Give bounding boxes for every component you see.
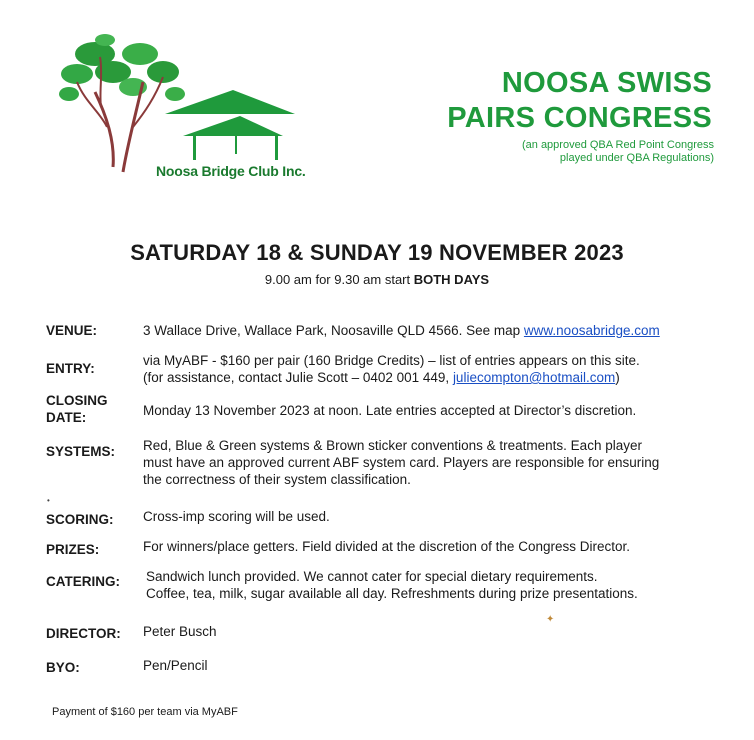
entry-line-2 [143,369,733,386]
tree-illustration [59,34,185,172]
congress-title [447,66,712,136]
entry-label: ENTRY: [46,361,95,376]
byo-value: Pen/Pencil [143,658,208,673]
subtitle-line-2: played under QBA Regulations) [559,152,714,164]
stray-mark: • [47,496,50,505]
venue-label: VENUE: [46,323,98,338]
event-times [0,272,754,287]
congress-subtitle [522,139,714,165]
stray-mark-2: ✦ [546,614,555,625]
systems-line-1: Red, Blue & Green systems & Brown sticker conventions & treatments. Each player [143,438,642,453]
catering-value [146,568,736,602]
catering-line-2: Coffee, tea, milk, sugar available all day. Refreshments during prize presentations. [146,586,638,601]
systems-line-2: must have an approved current ABF system card. Players are responsible for ensuring [143,455,660,470]
catering-line-1: Sandwich lunch provided. We cannot cater for special dietary requirements. [146,569,598,584]
byo-label: BYO: [46,660,80,675]
director-value: Peter Busch [143,624,217,639]
club-name: Noosa Bridge Club Inc. [156,163,306,179]
closing-value: Monday 13 November 2023 at noon. Late entries accepted at Director’s discretion. [143,403,637,418]
entry-value [143,352,733,386]
entry-line-1: via MyABF - $160 per pair (160 Bridge Credits) – list of entries appears on this site. [143,353,640,368]
times-emphasis: BOTH DAYS [413,272,490,287]
closing-label [46,392,141,426]
closing-label-line-1: CLOSING [46,393,108,408]
title-line-1: NOOSA SWISS [501,67,712,99]
payment-note: Payment of $160 per team via MyABF [52,706,238,718]
scoring-value: Cross-imp scoring will be used. [143,509,330,524]
systems-label: SYSTEMS: [46,444,116,459]
times-text: 9.00 am for 9.30 am start [264,272,414,287]
prizes-value: For winners/place getters. Field divided at the discretion of the Congress Director. [143,539,630,554]
systems-value [143,437,733,488]
website-link[interactable]: www.noosabridge.com [523,323,660,338]
scoring-label: SCORING: [46,512,114,527]
director-label: DIRECTOR: [46,626,121,641]
systems-line-3: the correctness of their system classification. [143,472,411,487]
subtitle-line-1: (an approved QBA Red Point Congress [521,139,714,151]
prizes-label: PRIZES: [46,542,100,557]
event-dates: SATURDAY 18 & SUNDAY 19 NOVEMBER 2023 [130,240,624,265]
closing-label-line-2: DATE: [46,410,87,425]
catering-label: CATERING: [46,574,120,589]
entry-contact: (for assistance, contact Julie Scott – 0402 001 449, [143,370,453,385]
venue-value [143,322,733,339]
entry-close-paren: ) [615,370,620,385]
venue-text: 3 Wallace Drive, Wallace Park, Noosaville QLD 4566. See map [143,323,524,338]
contact-email-link[interactable]: juliecompton@hotmail.com [452,370,616,385]
title-line-2: PAIRS CONGRESS [447,102,712,134]
pavilion-illustration [165,90,295,160]
